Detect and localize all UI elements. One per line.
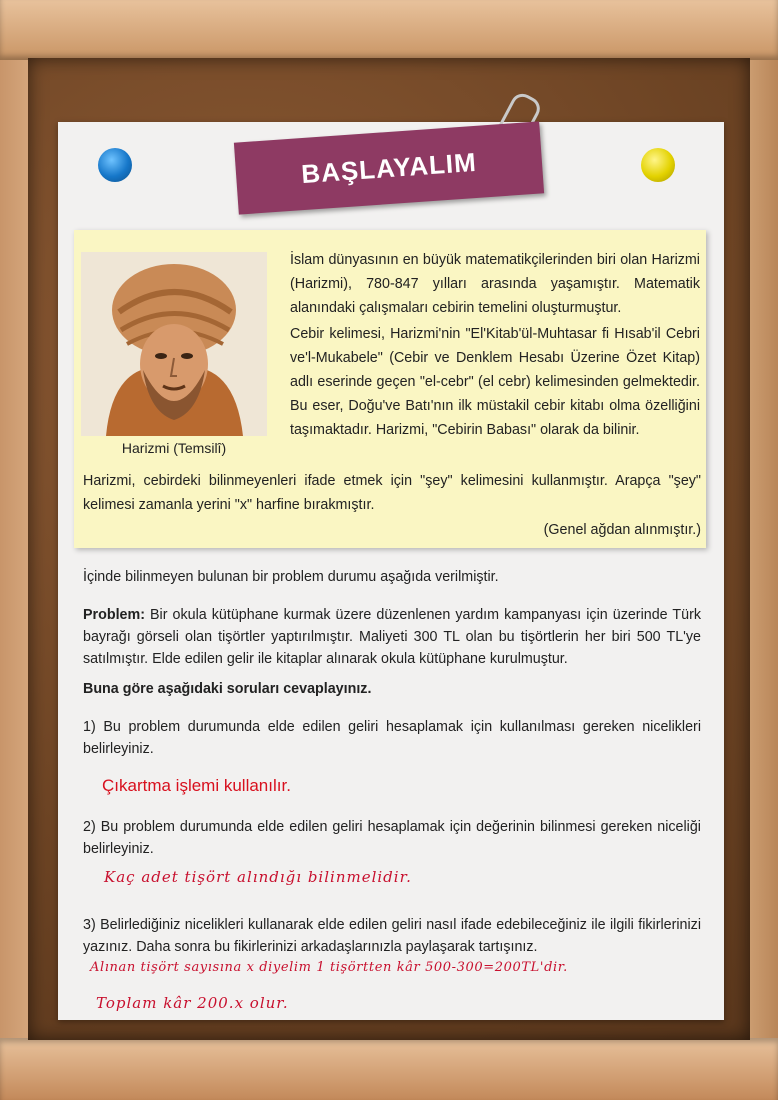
answer-3-line-2: Toplam kâr 200.x olur. xyxy=(96,994,289,1012)
banner-title: BAŞLAYALIM xyxy=(300,146,478,189)
frame-top-edge xyxy=(0,0,778,60)
intro-text: İçinde bilinmeyen bulunan bir problem durumu aşağıda verilmiştir. xyxy=(83,569,499,585)
frame-bottom-edge xyxy=(0,1038,778,1100)
problem-label: Problem: xyxy=(83,607,145,623)
instruction-text: Buna göre aşağıdaki soruları cevaplayınız. xyxy=(83,681,372,697)
answer-2-handwritten: Kaç adet tişört alındığı bilinmelidir. xyxy=(104,868,412,886)
answer-1: Çıkartma işlemi kullanılır. xyxy=(102,776,291,795)
problem-text: Bir okula kütüphane kurmak üzere düzenlenen yardım kampanyası için üzerinde Türk bayrağı görseli olan tişörtler yaptırılmıştır. Maliyeti 300 TL olan bu tişörtlerin her biri 500 TL'ye satılmıştır. Elde edilen gelir ile kitaplar alınarak okula kütüphane kurulmuştur. xyxy=(83,607,701,667)
portrait-caption: Harizmi (Temsilî) xyxy=(121,440,227,456)
blue-pushpin-icon xyxy=(98,148,132,182)
harizmi-portrait xyxy=(81,252,267,436)
answer-3-line-1: Alınan tişört sayısına x diyelim 1 tişörtten kâr 500-300=200TL'dir. xyxy=(90,960,568,975)
info-paragraph-2: Cebir kelimesi, Harizmi'nin "El'Kitab'ül-Muhtasar fi Hısab'il Cebri ve'l-Mukabele" (Cebir ve Denklem Hesabı Üzerine Özet Kitap) adlı eserinde geçen "el-cebr" (el cebr) kelimesinden gelmektedir. Bu eser, Doğu've Batı'nın ilk müstakil cebir kitabı olma özelliğini taşımaktadır. Harizmi, "Cebirin Babası" olarak da bilinir. xyxy=(290,326,700,438)
problem-paragraph xyxy=(83,604,701,670)
question-2: 2) Bu problem durumunda elde edilen geliri hesaplamak için değerinin bilinmesi gereken niceliği belirleyiniz. xyxy=(83,819,701,857)
yellow-pushpin-icon xyxy=(641,148,675,182)
info-paragraph-3: Harizmi, cebirdeki bilinmeyenleri ifade etmek için "şey" kelimesini kullanmıştır. Arapça "şey" kelimesi zamanla yerini "x" harfine bırakmıştır. xyxy=(83,473,701,513)
info-paragraph-1: İslam dünyasının en büyük matematikçilerinden biri olan Harizmi (Harizmi), 780-847 yılları arasında yaşamıştır. Matematik alanındaki çalışmaları cebirin temelini oluşturmuştur. xyxy=(290,252,700,316)
source-note: (Genel ağdan alınmıştır.) xyxy=(543,522,701,538)
question-1: 1) Bu problem durumunda elde edilen geliri hesaplamak için kullanılması gereken nicelikleri belirleyiniz. xyxy=(83,719,701,757)
question-3: 3) Belirlediğiniz nicelikleri kullanarak elde edilen geliri nasıl ifade edebileceğiniz ile ilgili fikirlerinizi yazınız. Daha sonra bu fikirlerinizi arkadaşlarınızla paylaşarak tartışınız. xyxy=(83,917,701,955)
